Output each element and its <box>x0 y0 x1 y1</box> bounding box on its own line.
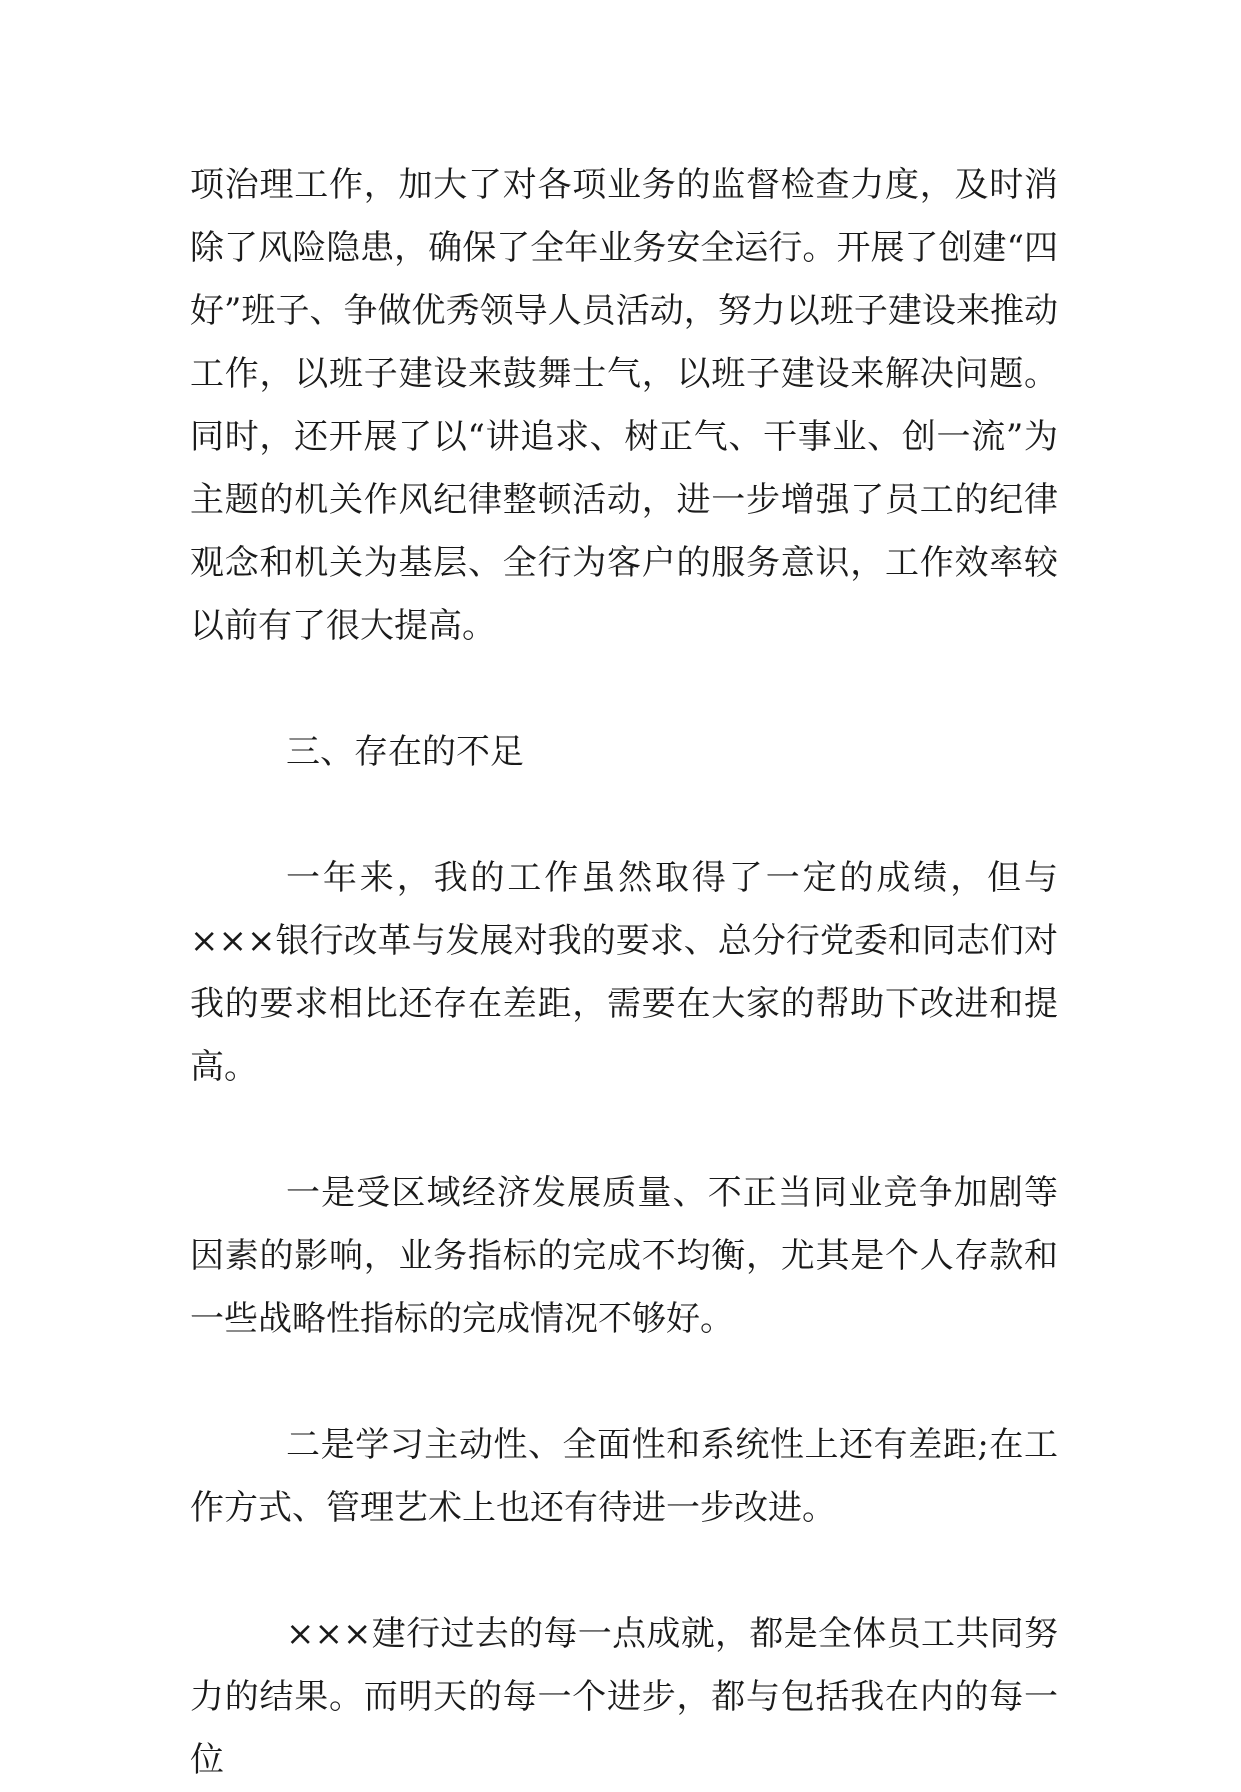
document-body <box>190 154 1058 1792</box>
paragraph-point-two: 二是学习主动性、全面性和系统性上还有差距;在工作方式、管理艺术上也还有待进一步改进。 <box>190 1425 1058 1528</box>
paragraph-closing: ×××建行过去的每一点成就，都是全体员工共同努力的结果。而明天的每一个进步，都与包括我在内的每一位 <box>190 1614 1058 1780</box>
paragraph-continuation: 项治理工作，加大了对各项业务的监督检查力度，及时消除了风险隐患，确保了全年业务安全运行。开展了创建“四好”班子、争做优秀领导人员活动，努力以班子建设来推动工作，以班子建设来鼓舞士气，以班子建设来解决问题。同时，还开展了以“讲追求、树正气、干事业、创一流”为主题的机关作风纪律整顿活动，进一步增强了员工的纪律观念和机关为基层、全行为客户的服务意识，工作效率较以前有了很大提高。 <box>190 165 1058 646</box>
paragraph-point-one: 一是受区域经济发展质量、不正当同业竞争加剧等因素的影响，业务指标的完成不均衡，尤其是个人存款和一些战略性指标的完成情况不够好。 <box>190 1173 1058 1339</box>
paragraph-summary: 一年来，我的工作虽然取得了一定的成绩，但与×××银行改革与发展对我的要求、总分行党委和同志们对我的要求相比还存在差距，需要在大家的帮助下改进和提高。 <box>190 858 1058 1087</box>
section-heading-shortcomings: 三、存在的不足 <box>286 732 524 772</box>
